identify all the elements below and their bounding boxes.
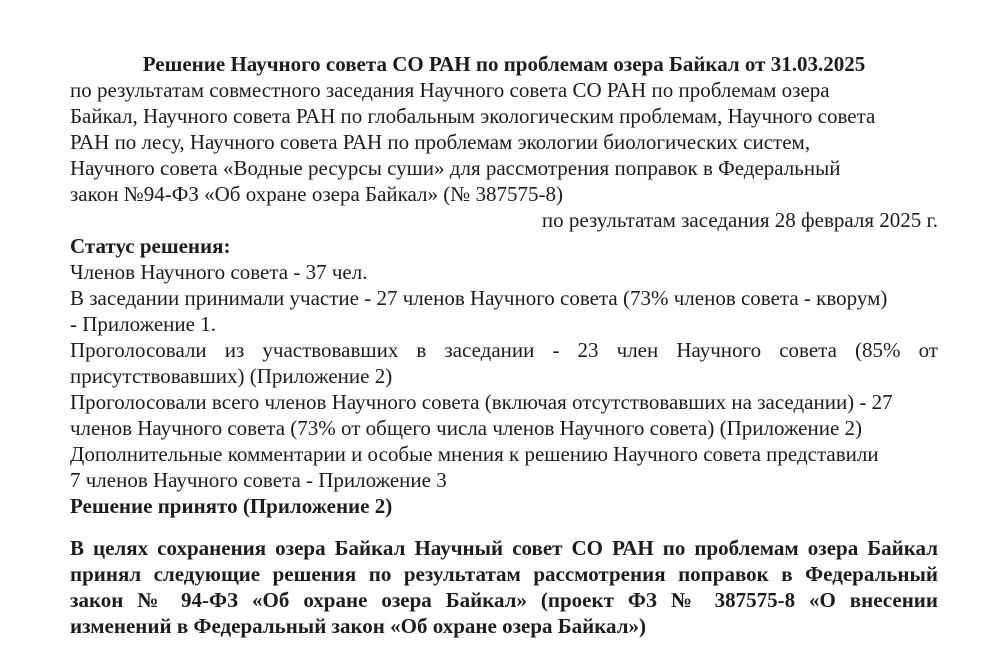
preamble-line: по результатам совместного заседания Научного совета СО РАН по проблемам озера [70,78,830,102]
preamble-section [70,77,938,207]
status-section [70,259,938,493]
preamble-line: РАН по лесу, Научного совета РАН по проблемам экологии биологических систем, [70,130,811,154]
resolution-line: принял следующие решения по результатам рассмотрения поправок в Федеральный [70,562,938,586]
resolution-line: изменений в Федеральный закон «Об охране озера Байкал») [70,614,646,638]
status-line: Членов Научного совета - 37 чел. [70,260,368,284]
preamble-line: закон №94-ФЗ «Об охране озера Байкал» (№ 387575-8) [70,182,564,206]
decision-line: Решение принято (Приложение 2) [70,494,393,518]
status-line: Проголосовали из участвовавших в заседании - 23 член Научного совета (85% от [70,338,938,362]
session-date-line: по результатам заседания 28 февраля 2025 г. [541,208,938,232]
document-content [70,51,938,639]
status-line: 7 членов Научного совета - Приложение 3 [70,468,447,492]
resolution-line: В целях сохранения озера Байкал Научный совет СО РАН по проблемам озера Байкал [70,536,938,560]
status-line: Дополнительные комментарии и особые мнения к решению Научного совета представили [70,442,879,466]
status-heading: Статус решения: [70,234,231,258]
preamble-line: Научного совета «Водные ресурсы суши» для рассмотрения поправок в Федеральный [70,156,841,180]
paragraph-spacer [70,519,938,535]
status-line: В заседании принимали участие - 27 членов Научного совета (73% членов совета - кворум) [70,286,888,310]
document-title: Решение Научного совета СО РАН по проблемам озера Байкал от 31.03.2025 [142,52,866,76]
status-line: - Приложение 1. [70,312,216,336]
status-line: присутствовавших) (Приложение 2) [70,364,393,388]
preamble-line: Байкал, Научного совета РАН по глобальным экологическим проблемам, Научного совета [70,104,876,128]
resolution-line: закон № 94-ФЗ «Об охране озера Байкал» (проект ФЗ № 387575-8 «О внесении [70,588,938,612]
resolution-section [70,535,938,639]
status-line: Проголосовали всего членов Научного совета (включая отсутствовавших на заседании) - 27 [70,390,893,414]
status-line: членов Научного совета (73% от общего числа членов Научного совета) (Приложение 2) [70,416,863,440]
